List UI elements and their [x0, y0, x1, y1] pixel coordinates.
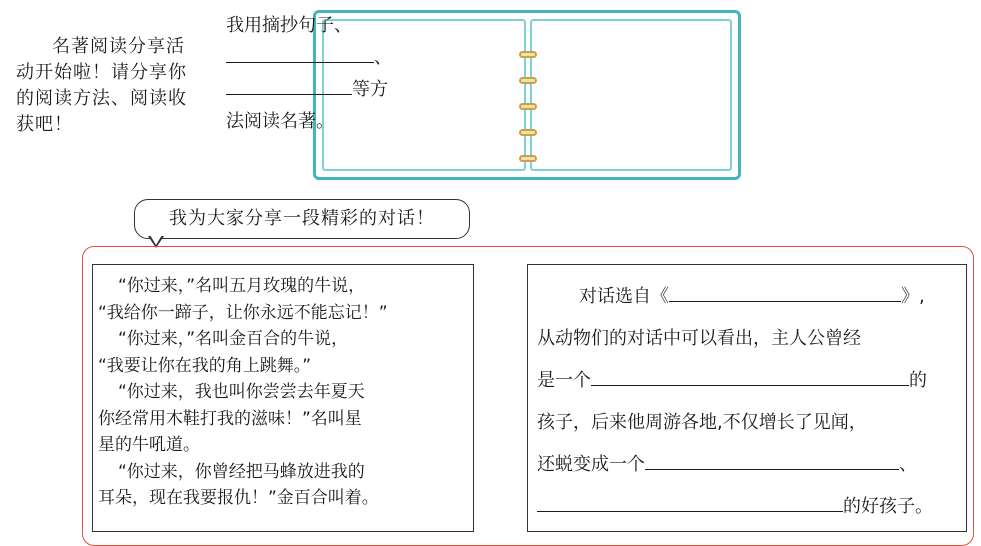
excerpt-line: “你过来，”名叫金百合的牛说，: [118, 329, 349, 349]
notebook-fill-in: [226, 10, 422, 138]
excerpt-line: 耳朵，现在我要报仇！”金百合叫着。: [98, 488, 379, 508]
answer-fill-in: [537, 276, 961, 528]
answer-blank[interactable]: [591, 365, 909, 386]
notebook-ring-icon: [519, 129, 537, 136]
notebook-line-1: 我用摘抄句子、: [226, 15, 352, 36]
notebook-line-2: 、: [226, 42, 422, 74]
answer-line-4: 孩子，后来他周游各地,不仅增长了见闻，: [537, 412, 867, 433]
answer-line-1: 对话选自《 》,: [537, 276, 961, 318]
excerpt-line: “你过来，我也叫你尝尝去年夏天: [118, 382, 365, 402]
excerpt-line: 星的牛吼道。: [98, 435, 200, 455]
notebook-right-page: [530, 19, 732, 171]
notebook-prompt-text: 名著阅读分享活动开始啦！请分享你的阅读方法、阅读收获吧！: [16, 36, 187, 135]
dialogue-excerpt: [98, 273, 472, 512]
excerpt-line: “你过来，”名叫五月玫瑰的牛说，: [118, 276, 366, 296]
notebook-ring-icon: [519, 51, 537, 58]
excerpt-line: “我要让你在我的角上跳舞。”: [98, 355, 312, 376]
answer-line-2: 从动物们的对话中可以看出，主人公曾经: [537, 328, 861, 349]
notebook-ring-icon: [519, 77, 537, 84]
answer-blank[interactable]: [226, 42, 374, 63]
notebook-line-3: 等方: [226, 74, 422, 106]
answer-blank[interactable]: [537, 491, 843, 512]
answer-line-5: 还蜕变成一个 、: [537, 444, 961, 486]
book-title-blank[interactable]: [669, 281, 901, 302]
notebook-ring-icon: [519, 155, 537, 162]
notebook-ring-icon: [519, 103, 537, 110]
speech-bubble: 我为大家分享一段精彩的对话！: [134, 199, 470, 239]
answer-blank[interactable]: [645, 449, 899, 470]
notebook-line-4: 法阅读名著。: [226, 111, 334, 132]
excerpt-line: “你过来，你曾经把马蜂放进我的: [118, 461, 365, 482]
answer-line-3: 是一个 的: [537, 360, 961, 402]
answer-line-6: 的好孩子。: [537, 486, 961, 528]
answer-blank[interactable]: [226, 74, 352, 95]
excerpt-line: 你经常用木鞋打我的滋味！”名叫星: [98, 408, 362, 429]
excerpt-line: “我给你一蹄子，让你永远不能忘记！”: [98, 302, 388, 323]
